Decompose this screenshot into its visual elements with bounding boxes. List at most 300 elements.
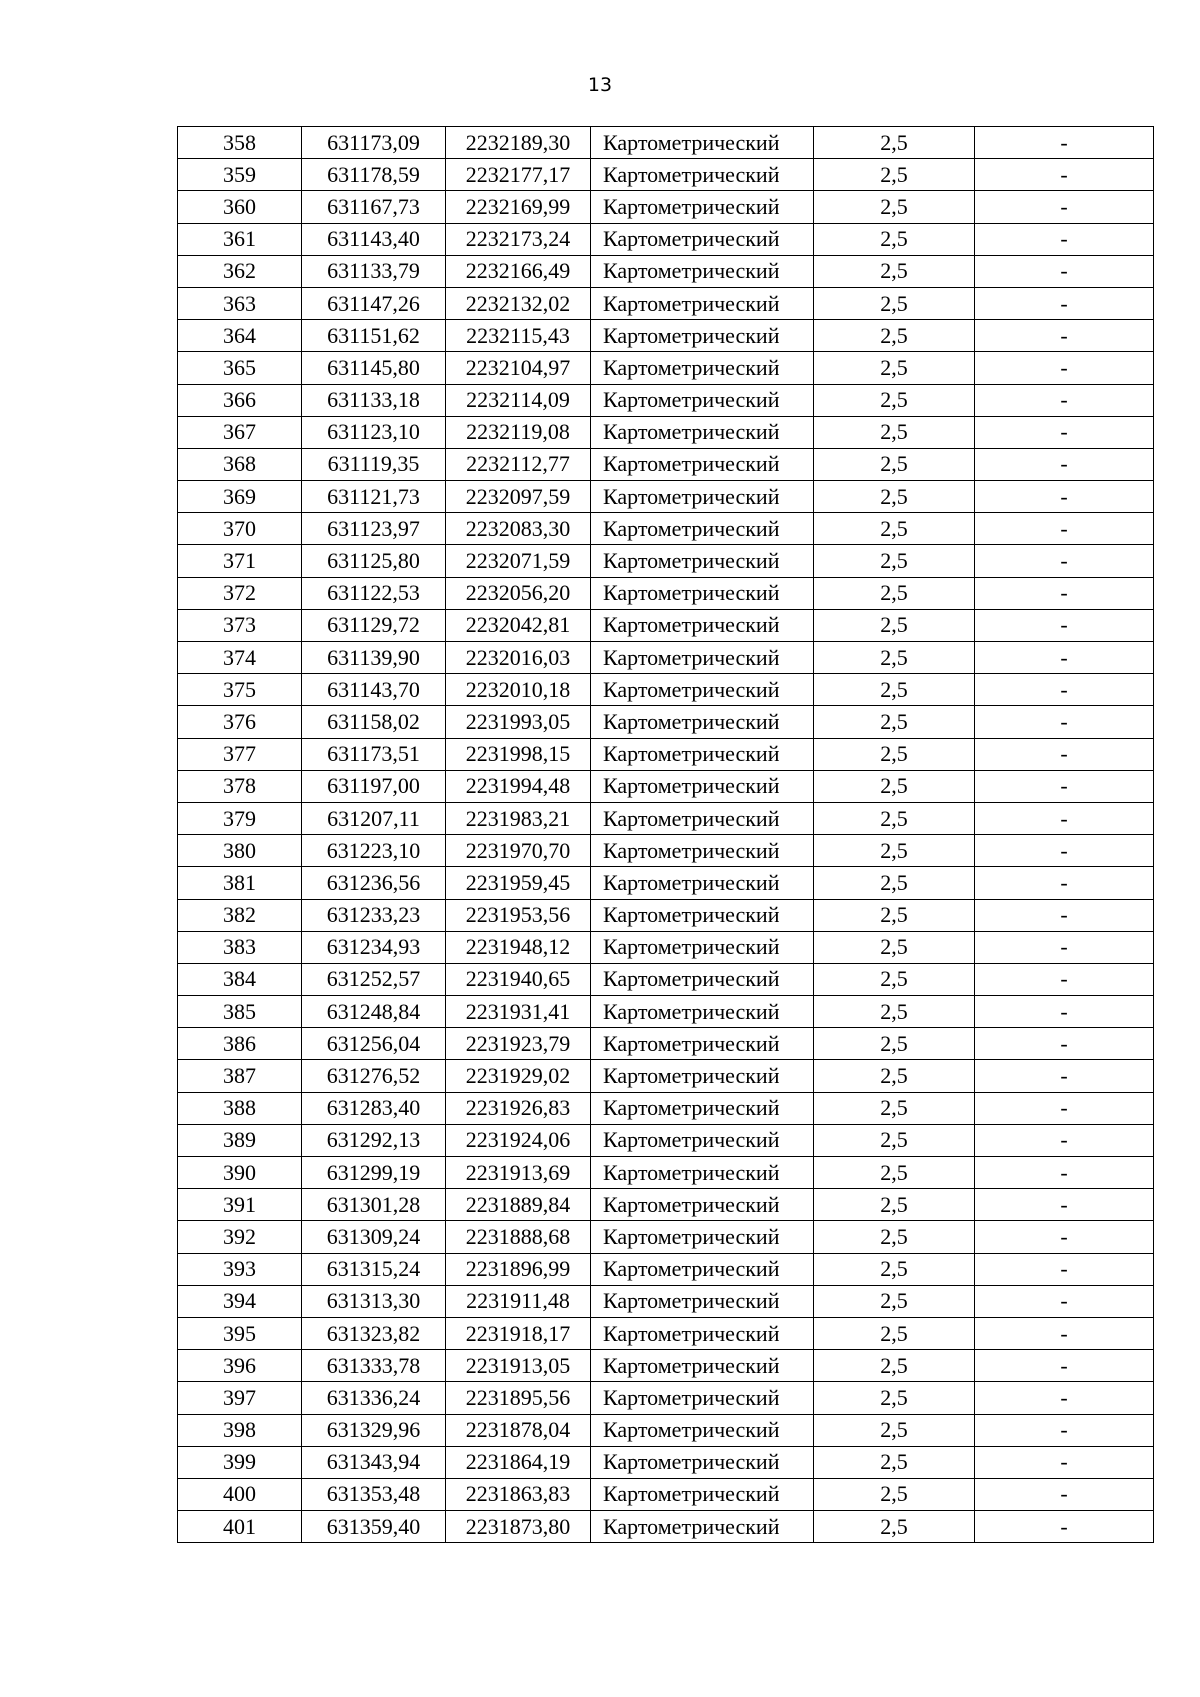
note-cell: - <box>975 191 1154 223</box>
point-number-cell: 401 <box>178 1511 302 1543</box>
precision-cell: 2,5 <box>814 1350 975 1382</box>
method-cell: Картометрический <box>591 674 814 706</box>
y-coordinate-cell: 2231959,45 <box>446 867 591 899</box>
note-cell: - <box>975 1350 1154 1382</box>
note-cell: - <box>975 384 1154 416</box>
x-coordinate-cell: 631151,62 <box>302 320 446 352</box>
point-number-cell: 383 <box>178 931 302 963</box>
note-cell: - <box>975 448 1154 480</box>
point-number-cell: 380 <box>178 835 302 867</box>
precision-cell: 2,5 <box>814 191 975 223</box>
table-row <box>178 384 1154 416</box>
note-cell: - <box>975 931 1154 963</box>
point-number-cell: 397 <box>178 1382 302 1414</box>
point-number-cell: 398 <box>178 1414 302 1446</box>
precision-cell: 2,5 <box>814 1285 975 1317</box>
note-cell: - <box>975 642 1154 674</box>
y-coordinate-cell: 2232169,99 <box>446 191 591 223</box>
x-coordinate-cell: 631336,24 <box>302 1382 446 1414</box>
note-cell: - <box>975 706 1154 738</box>
note-cell: - <box>975 802 1154 834</box>
point-number-cell: 385 <box>178 996 302 1028</box>
x-coordinate-cell: 631329,96 <box>302 1414 446 1446</box>
table-row <box>178 255 1154 287</box>
x-coordinate-cell: 631147,26 <box>302 287 446 319</box>
method-cell: Картометрический <box>591 1350 814 1382</box>
method-cell: Картометрический <box>591 255 814 287</box>
precision-cell: 2,5 <box>814 416 975 448</box>
coordinates-table-body <box>178 127 1154 1543</box>
x-coordinate-cell: 631236,56 <box>302 867 446 899</box>
note-cell: - <box>975 1221 1154 1253</box>
method-cell: Картометрический <box>591 835 814 867</box>
x-coordinate-cell: 631178,59 <box>302 159 446 191</box>
table-row <box>178 1446 1154 1478</box>
y-coordinate-cell: 2231878,04 <box>446 1414 591 1446</box>
precision-cell: 2,5 <box>814 545 975 577</box>
table-row <box>178 1221 1154 1253</box>
note-cell: - <box>975 513 1154 545</box>
point-number-cell: 358 <box>178 127 302 159</box>
method-cell: Картометрический <box>591 545 814 577</box>
precision-cell: 2,5 <box>814 609 975 641</box>
table-row <box>178 320 1154 352</box>
point-number-cell: 393 <box>178 1253 302 1285</box>
y-coordinate-cell: 2231913,69 <box>446 1157 591 1189</box>
precision-cell: 2,5 <box>814 1157 975 1189</box>
note-cell: - <box>975 963 1154 995</box>
note-cell: - <box>975 223 1154 255</box>
y-coordinate-cell: 2231994,48 <box>446 770 591 802</box>
note-cell: - <box>975 770 1154 802</box>
table-row <box>178 1253 1154 1285</box>
table-row <box>178 1189 1154 1221</box>
page-number: 13 <box>587 74 613 96</box>
method-cell: Картометрический <box>591 770 814 802</box>
table-row <box>178 1060 1154 1092</box>
method-cell: Картометрический <box>591 191 814 223</box>
table-row <box>178 674 1154 706</box>
precision-cell: 2,5 <box>814 1317 975 1349</box>
point-number-cell: 373 <box>178 609 302 641</box>
method-cell: Картометрический <box>591 899 814 931</box>
note-cell: - <box>975 1060 1154 1092</box>
method-cell: Картометрический <box>591 1382 814 1414</box>
y-coordinate-cell: 2232112,77 <box>446 448 591 480</box>
y-coordinate-cell: 2232016,03 <box>446 642 591 674</box>
method-cell: Картометрический <box>591 513 814 545</box>
method-cell: Картометрический <box>591 1060 814 1092</box>
note-cell: - <box>975 835 1154 867</box>
table-row <box>178 191 1154 223</box>
table-row <box>178 899 1154 931</box>
method-cell: Картометрический <box>591 416 814 448</box>
y-coordinate-cell: 2232173,24 <box>446 223 591 255</box>
table-row <box>178 996 1154 1028</box>
precision-cell: 2,5 <box>814 577 975 609</box>
precision-cell: 2,5 <box>814 706 975 738</box>
precision-cell: 2,5 <box>814 1189 975 1221</box>
y-coordinate-cell: 2231948,12 <box>446 931 591 963</box>
note-cell: - <box>975 674 1154 706</box>
precision-cell: 2,5 <box>814 481 975 513</box>
y-coordinate-cell: 2231913,05 <box>446 1350 591 1382</box>
method-cell: Картометрический <box>591 1092 814 1124</box>
x-coordinate-cell: 631145,80 <box>302 352 446 384</box>
x-coordinate-cell: 631234,93 <box>302 931 446 963</box>
coordinates-table <box>177 126 1154 1543</box>
x-coordinate-cell: 631129,72 <box>302 609 446 641</box>
table-row <box>178 867 1154 899</box>
precision-cell: 2,5 <box>814 1060 975 1092</box>
x-coordinate-cell: 631167,73 <box>302 191 446 223</box>
table-row <box>178 1317 1154 1349</box>
point-number-cell: 374 <box>178 642 302 674</box>
point-number-cell: 388 <box>178 1092 302 1124</box>
y-coordinate-cell: 2231895,56 <box>446 1382 591 1414</box>
x-coordinate-cell: 631173,51 <box>302 738 446 770</box>
method-cell: Картометрический <box>591 1478 814 1510</box>
x-coordinate-cell: 631299,19 <box>302 1157 446 1189</box>
point-number-cell: 390 <box>178 1157 302 1189</box>
point-number-cell: 387 <box>178 1060 302 1092</box>
point-number-cell: 386 <box>178 1028 302 1060</box>
method-cell: Картометрический <box>591 448 814 480</box>
x-coordinate-cell: 631276,52 <box>302 1060 446 1092</box>
y-coordinate-cell: 2231864,19 <box>446 1446 591 1478</box>
table-row <box>178 1124 1154 1156</box>
table-row <box>178 287 1154 319</box>
note-cell: - <box>975 1446 1154 1478</box>
x-coordinate-cell: 631333,78 <box>302 1350 446 1382</box>
note-cell: - <box>975 255 1154 287</box>
y-coordinate-cell: 2231863,83 <box>446 1478 591 1510</box>
x-coordinate-cell: 631158,02 <box>302 706 446 738</box>
point-number-cell: 360 <box>178 191 302 223</box>
precision-cell: 2,5 <box>814 320 975 352</box>
point-number-cell: 372 <box>178 577 302 609</box>
point-number-cell: 375 <box>178 674 302 706</box>
precision-cell: 2,5 <box>814 352 975 384</box>
point-number-cell: 392 <box>178 1221 302 1253</box>
note-cell: - <box>975 577 1154 609</box>
method-cell: Картометрический <box>591 642 814 674</box>
method-cell: Картометрический <box>591 963 814 995</box>
precision-cell: 2,5 <box>814 127 975 159</box>
note-cell: - <box>975 159 1154 191</box>
method-cell: Картометрический <box>591 706 814 738</box>
precision-cell: 2,5 <box>814 1511 975 1543</box>
x-coordinate-cell: 631119,35 <box>302 448 446 480</box>
point-number-cell: 370 <box>178 513 302 545</box>
precision-cell: 2,5 <box>814 1382 975 1414</box>
point-number-cell: 399 <box>178 1446 302 1478</box>
x-coordinate-cell: 631233,23 <box>302 899 446 931</box>
table-row <box>178 642 1154 674</box>
table-row <box>178 1511 1154 1543</box>
point-number-cell: 389 <box>178 1124 302 1156</box>
table-row <box>178 448 1154 480</box>
point-number-cell: 359 <box>178 159 302 191</box>
table-row <box>178 481 1154 513</box>
method-cell: Картометрический <box>591 1157 814 1189</box>
y-coordinate-cell: 2231924,06 <box>446 1124 591 1156</box>
y-coordinate-cell: 2232010,18 <box>446 674 591 706</box>
y-coordinate-cell: 2231888,68 <box>446 1221 591 1253</box>
method-cell: Картометрический <box>591 352 814 384</box>
method-cell: Картометрический <box>591 1446 814 1478</box>
precision-cell: 2,5 <box>814 1221 975 1253</box>
point-number-cell: 378 <box>178 770 302 802</box>
note-cell: - <box>975 1157 1154 1189</box>
table-row <box>178 1414 1154 1446</box>
method-cell: Картометрический <box>591 159 814 191</box>
point-number-cell: 363 <box>178 287 302 319</box>
point-number-cell: 366 <box>178 384 302 416</box>
precision-cell: 2,5 <box>814 1028 975 1060</box>
x-coordinate-cell: 631207,11 <box>302 802 446 834</box>
point-number-cell: 400 <box>178 1478 302 1510</box>
method-cell: Картометрический <box>591 609 814 641</box>
note-cell: - <box>975 1414 1154 1446</box>
precision-cell: 2,5 <box>814 1092 975 1124</box>
method-cell: Картометрический <box>591 1317 814 1349</box>
point-number-cell: 367 <box>178 416 302 448</box>
point-number-cell: 395 <box>178 1317 302 1349</box>
x-coordinate-cell: 631223,10 <box>302 835 446 867</box>
method-cell: Картометрический <box>591 1511 814 1543</box>
table-row <box>178 127 1154 159</box>
note-cell: - <box>975 481 1154 513</box>
x-coordinate-cell: 631133,18 <box>302 384 446 416</box>
precision-cell: 2,5 <box>814 674 975 706</box>
table-row <box>178 513 1154 545</box>
y-coordinate-cell: 2232166,49 <box>446 255 591 287</box>
method-cell: Картометрический <box>591 577 814 609</box>
note-cell: - <box>975 1511 1154 1543</box>
precision-cell: 2,5 <box>814 513 975 545</box>
x-coordinate-cell: 631252,57 <box>302 963 446 995</box>
y-coordinate-cell: 2231873,80 <box>446 1511 591 1543</box>
x-coordinate-cell: 631123,10 <box>302 416 446 448</box>
note-cell: - <box>975 1253 1154 1285</box>
y-coordinate-cell: 2232115,43 <box>446 320 591 352</box>
table-row <box>178 802 1154 834</box>
note-cell: - <box>975 416 1154 448</box>
table-row <box>178 223 1154 255</box>
table-row <box>178 416 1154 448</box>
point-number-cell: 379 <box>178 802 302 834</box>
point-number-cell: 368 <box>178 448 302 480</box>
table-row <box>178 1092 1154 1124</box>
precision-cell: 2,5 <box>814 996 975 1028</box>
y-coordinate-cell: 2231931,41 <box>446 996 591 1028</box>
y-coordinate-cell: 2231923,79 <box>446 1028 591 1060</box>
note-cell: - <box>975 609 1154 641</box>
precision-cell: 2,5 <box>814 287 975 319</box>
x-coordinate-cell: 631197,00 <box>302 770 446 802</box>
precision-cell: 2,5 <box>814 384 975 416</box>
y-coordinate-cell: 2232083,30 <box>446 513 591 545</box>
table-row <box>178 577 1154 609</box>
note-cell: - <box>975 1382 1154 1414</box>
precision-cell: 2,5 <box>814 931 975 963</box>
y-coordinate-cell: 2232119,08 <box>446 416 591 448</box>
table-row <box>178 770 1154 802</box>
note-cell: - <box>975 867 1154 899</box>
y-coordinate-cell: 2231998,15 <box>446 738 591 770</box>
precision-cell: 2,5 <box>814 1253 975 1285</box>
point-number-cell: 391 <box>178 1189 302 1221</box>
precision-cell: 2,5 <box>814 1124 975 1156</box>
y-coordinate-cell: 2231896,99 <box>446 1253 591 1285</box>
x-coordinate-cell: 631309,24 <box>302 1221 446 1253</box>
method-cell: Картометрический <box>591 1253 814 1285</box>
point-number-cell: 394 <box>178 1285 302 1317</box>
precision-cell: 2,5 <box>814 835 975 867</box>
method-cell: Картометрический <box>591 1189 814 1221</box>
precision-cell: 2,5 <box>814 642 975 674</box>
precision-cell: 2,5 <box>814 963 975 995</box>
y-coordinate-cell: 2232104,97 <box>446 352 591 384</box>
x-coordinate-cell: 631122,53 <box>302 577 446 609</box>
precision-cell: 2,5 <box>814 738 975 770</box>
precision-cell: 2,5 <box>814 1478 975 1510</box>
note-cell: - <box>975 1124 1154 1156</box>
method-cell: Картометрический <box>591 1028 814 1060</box>
point-number-cell: 361 <box>178 223 302 255</box>
x-coordinate-cell: 631143,40 <box>302 223 446 255</box>
x-coordinate-cell: 631323,82 <box>302 1317 446 1349</box>
point-number-cell: 371 <box>178 545 302 577</box>
y-coordinate-cell: 2232132,02 <box>446 287 591 319</box>
table-row <box>178 1382 1154 1414</box>
method-cell: Картометрический <box>591 1221 814 1253</box>
precision-cell: 2,5 <box>814 1446 975 1478</box>
y-coordinate-cell: 2232071,59 <box>446 545 591 577</box>
y-coordinate-cell: 2231929,02 <box>446 1060 591 1092</box>
precision-cell: 2,5 <box>814 802 975 834</box>
x-coordinate-cell: 631353,48 <box>302 1478 446 1510</box>
x-coordinate-cell: 631359,40 <box>302 1511 446 1543</box>
precision-cell: 2,5 <box>814 223 975 255</box>
table-row <box>178 545 1154 577</box>
y-coordinate-cell: 2231926,83 <box>446 1092 591 1124</box>
method-cell: Картометрический <box>591 384 814 416</box>
y-coordinate-cell: 2232114,09 <box>446 384 591 416</box>
x-coordinate-cell: 631283,40 <box>302 1092 446 1124</box>
note-cell: - <box>975 738 1154 770</box>
note-cell: - <box>975 1317 1154 1349</box>
table-row <box>178 1350 1154 1382</box>
precision-cell: 2,5 <box>814 1414 975 1446</box>
x-coordinate-cell: 631121,73 <box>302 481 446 513</box>
y-coordinate-cell: 2232042,81 <box>446 609 591 641</box>
point-number-cell: 369 <box>178 481 302 513</box>
note-cell: - <box>975 287 1154 319</box>
y-coordinate-cell: 2231993,05 <box>446 706 591 738</box>
table-row <box>178 352 1154 384</box>
note-cell: - <box>975 1478 1154 1510</box>
point-number-cell: 365 <box>178 352 302 384</box>
note-cell: - <box>975 1285 1154 1317</box>
y-coordinate-cell: 2232189,30 <box>446 127 591 159</box>
note-cell: - <box>975 1092 1154 1124</box>
y-coordinate-cell: 2231983,21 <box>446 802 591 834</box>
x-coordinate-cell: 631292,13 <box>302 1124 446 1156</box>
note-cell: - <box>975 996 1154 1028</box>
method-cell: Картометрический <box>591 1414 814 1446</box>
table-row <box>178 738 1154 770</box>
y-coordinate-cell: 2232097,59 <box>446 481 591 513</box>
method-cell: Картометрический <box>591 738 814 770</box>
method-cell: Картометрический <box>591 802 814 834</box>
point-number-cell: 381 <box>178 867 302 899</box>
x-coordinate-cell: 631125,80 <box>302 545 446 577</box>
x-coordinate-cell: 631133,79 <box>302 255 446 287</box>
method-cell: Картометрический <box>591 1124 814 1156</box>
table-row <box>178 1028 1154 1060</box>
note-cell: - <box>975 127 1154 159</box>
table-row <box>178 835 1154 867</box>
table-row <box>178 1157 1154 1189</box>
precision-cell: 2,5 <box>814 770 975 802</box>
method-cell: Картометрический <box>591 287 814 319</box>
y-coordinate-cell: 2231918,17 <box>446 1317 591 1349</box>
point-number-cell: 384 <box>178 963 302 995</box>
point-number-cell: 377 <box>178 738 302 770</box>
y-coordinate-cell: 2231953,56 <box>446 899 591 931</box>
y-coordinate-cell: 2231911,48 <box>446 1285 591 1317</box>
precision-cell: 2,5 <box>814 867 975 899</box>
x-coordinate-cell: 631313,30 <box>302 1285 446 1317</box>
precision-cell: 2,5 <box>814 448 975 480</box>
point-number-cell: 376 <box>178 706 302 738</box>
method-cell: Картометрический <box>591 481 814 513</box>
table-row <box>178 1478 1154 1510</box>
method-cell: Картометрический <box>591 127 814 159</box>
x-coordinate-cell: 631256,04 <box>302 1028 446 1060</box>
point-number-cell: 362 <box>178 255 302 287</box>
y-coordinate-cell: 2231940,65 <box>446 963 591 995</box>
x-coordinate-cell: 631139,90 <box>302 642 446 674</box>
x-coordinate-cell: 631301,28 <box>302 1189 446 1221</box>
note-cell: - <box>975 1189 1154 1221</box>
method-cell: Картометрический <box>591 996 814 1028</box>
note-cell: - <box>975 899 1154 931</box>
y-coordinate-cell: 2232056,20 <box>446 577 591 609</box>
precision-cell: 2,5 <box>814 255 975 287</box>
x-coordinate-cell: 631123,97 <box>302 513 446 545</box>
y-coordinate-cell: 2232177,17 <box>446 159 591 191</box>
table-row <box>178 706 1154 738</box>
method-cell: Картометрический <box>591 320 814 352</box>
x-coordinate-cell: 631343,94 <box>302 1446 446 1478</box>
x-coordinate-cell: 631315,24 <box>302 1253 446 1285</box>
note-cell: - <box>975 352 1154 384</box>
x-coordinate-cell: 631248,84 <box>302 996 446 1028</box>
note-cell: - <box>975 545 1154 577</box>
method-cell: Картометрический <box>591 867 814 899</box>
table-row <box>178 1285 1154 1317</box>
x-coordinate-cell: 631143,70 <box>302 674 446 706</box>
point-number-cell: 396 <box>178 1350 302 1382</box>
table-row <box>178 609 1154 641</box>
method-cell: Картометрический <box>591 223 814 255</box>
table-row <box>178 931 1154 963</box>
y-coordinate-cell: 2231970,70 <box>446 835 591 867</box>
precision-cell: 2,5 <box>814 899 975 931</box>
